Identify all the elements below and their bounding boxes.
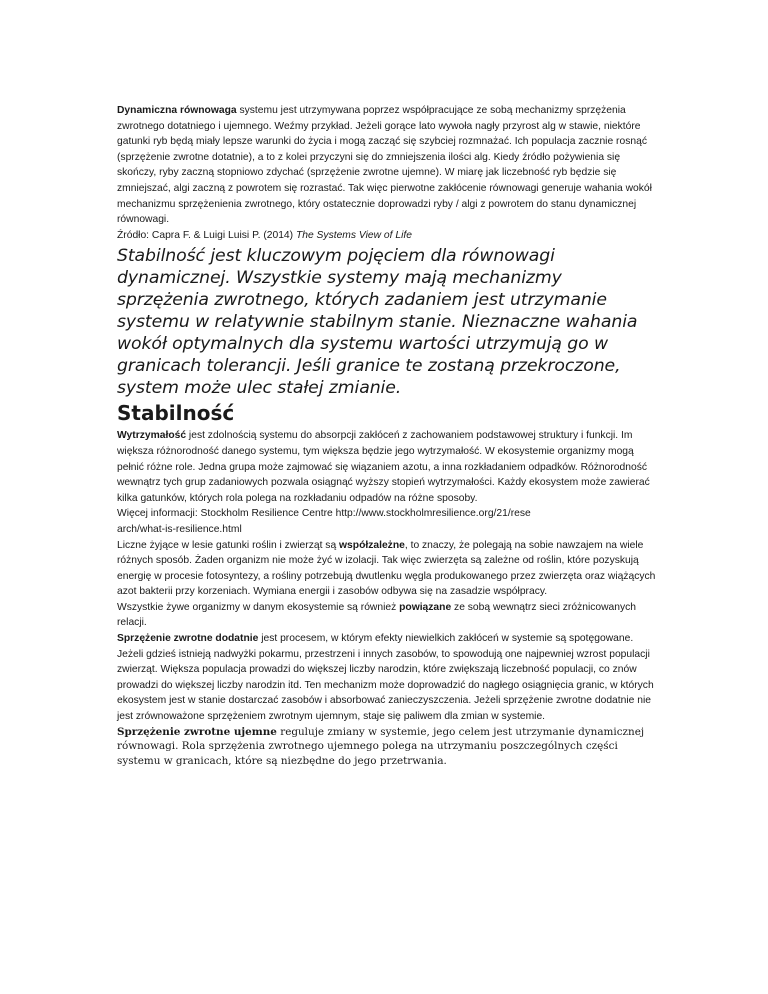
resilience-term: Wytrzymałość <box>117 430 187 442</box>
positive-feedback-term: Sprzężenie zwrotne dodatnie <box>117 633 259 645</box>
interdependence-paragraph <box>117 538 657 600</box>
connected-before: Wszystkie żywe organizmy w danym ekosystemie są również <box>117 601 400 613</box>
resilience-text: jest zdolnością systemu do absorpcji zakłóceń z zachowaniem podstawowej struktury i funkcji. Im większa różnorodność danego systemu, tym większa będzie jego wytrzymałość. W ekosystemie organizmy mogą pełnić różne role. Jedna grupa może zajmować się wiązaniem azotu, a inna rozkładaniem odpadków. Różnorodność wewnątrz tych grup zadaniowych pozwala osiągnąć wyższy stopień wytrzymałości. Każdy ekosystem może zawierać kilka gatunków, których rola polega na rozkładaniu odpadów na różne sposoby. <box>117 430 650 504</box>
source-title: The Systems View of Life <box>295 229 412 241</box>
intro-text: systemu jest utrzymywana poprzez współpracujące ze sobą mechanizmy sprzężenia zwrotnego dotatniego i ujemnego. Weźmy przykład. Jeżeli gorące lato wywoła nagły przyrost alg w stawie, niektóre gatunki ryb będą miały lepsze warunki do życia i mogą zacząć się szybciej rozmnażać. Ich populacja zacznie rosnąć (sprzężenie zwrotne dotatnie), a to z kolei przyczyni się do zmniejszenia ilości alg. Kiedy źródło pożywienia się skończy, ryby zaczną stopniowo zdychać (sprzężenie zwrotne ujemne). W miarę jak liczebność ryb będzie się zmniejszać, algi zaczną z powrotem się rozrastać. Tak więc pierwotne zakłócenie równowagi generuje wahania wokół mechanizmu sprzężenienia zwrotnego, który ostatecznie doprowadzi ryby / algi z powrotem do stanu dynamicznej równowagi. <box>117 105 652 226</box>
negative-feedback-term: Sprzężenie zwrotne ujemne <box>117 725 277 738</box>
stability-section <box>117 428 657 724</box>
document-page <box>117 103 657 769</box>
positive-feedback-text: jest procesem, w którym efekty niewielkich zakłóceń w systemie są spotęgowane. Jeżeli gdzieś istnieją nadwyżki pokarmu, przestrzeni i innych zasobów, to spowodują one najpewniej wzrost populacji zwierząt. Większa populacja prowadzi do większej liczby narodzin, które zwiększają liczebność populacji, co znów prowadzi do większej liczby narodzin itd. Ten mechanizm może doprowadzić do nagłego osiągnięcia granic, w których ekosystem jest w stanie dostarczać zasobów i absorbować zanieczyszczenia. Jeżeli sprzężenie zwrotne dodatnie nie jest zrównoważone sprzężeniem zwrotnym ujemnym, staje się paliwem dla zmian w systemie. <box>117 633 654 723</box>
intro-section <box>117 103 657 243</box>
negative-feedback-paragraph <box>117 725 657 769</box>
more-info-line-1: Więcej informacji: Stockholm Resilience Centre http://www.stockholmresilience.org/21/rese <box>117 508 531 520</box>
source-citation <box>117 228 657 244</box>
dynamic-equilibrium-term: Dynamiczna równowaga <box>117 105 237 116</box>
connected-after: ze sobą wewnątrz sieci zróżnicowanych relacji. <box>117 601 637 629</box>
interdependence-before: Liczne żyjące w lesie gatunki roślin i zwierząt są <box>117 539 340 551</box>
more-info-line-2: arch/what-is-resilience.html <box>117 523 242 535</box>
negative-feedback-text: reguluje zmiany w systemie, jego celem jest utrzymanie dynamicznej równowagi. Rola sprzężenia zwrotnego ujemnego polega na utrzymaniu poszczególnych części systemu w granicach, które są niezbędne do jego przetrwania. <box>117 725 645 768</box>
positive-feedback-paragraph <box>117 631 657 725</box>
interdependence-after: , to znaczy, że polegają na sobie nawzajem na wiele różnych sposób. Żaden organizm nie może żyć w izolacji. Tak więc zwierzęta są zależne od roślin, które pozyskują energię w procesie fotosyntezy, a rośliny potrzebują dwutlenku węgla produkowanego przez zwierzęta oraz wiążących azot bakterii przy korzeniach. Wymiana energii i zasobów odbywa się na zasadzie współpracy. <box>117 539 656 598</box>
connected-paragraph <box>117 600 657 631</box>
intro-paragraph <box>117 103 657 228</box>
connected-term: powiązane <box>399 601 452 613</box>
resilience-paragraph <box>117 428 657 506</box>
stability-quote: Stabilność jest kluczowym pojęciem dla równowagi dynamicznej. Wszystkie systemy mają mechanizmy sprzężenia zwrotnego, których zadaniem jest utrzymanie systemu w relatywnie stabilnym stanie. Nieznaczne wahania wokół optymalnych dla systemu wartości utrzymują go w granicach tolerancji. Jeśli granice te zostaną przekroczone, system może ulec stałej zmianie. <box>117 246 638 399</box>
source-prefix: Źródło: Capra F. & Luigi Luisi P. (2014) <box>117 229 296 241</box>
section-heading: Stabilność <box>117 401 235 426</box>
interdependence-term: współzależne <box>339 539 405 551</box>
